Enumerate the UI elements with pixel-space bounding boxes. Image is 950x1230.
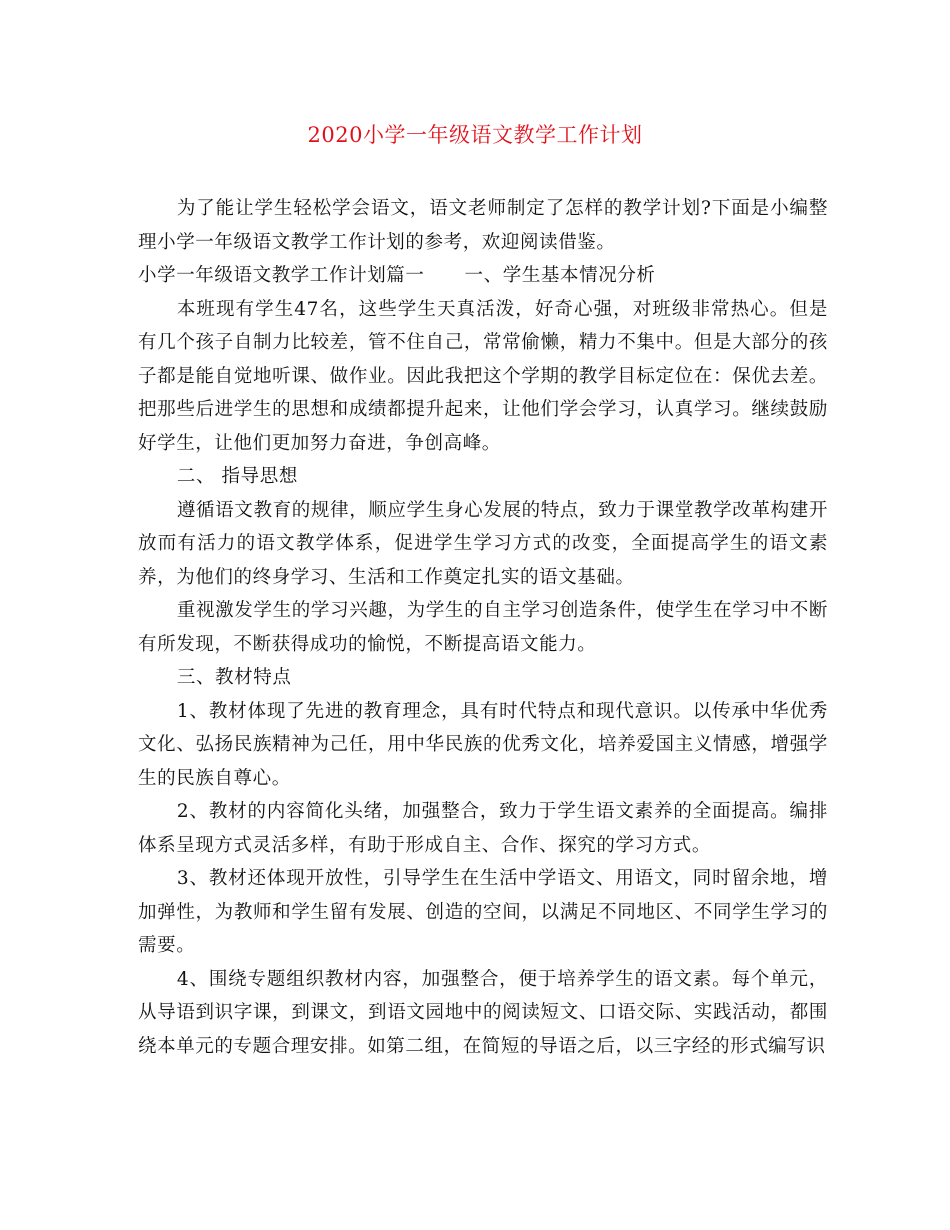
section1-heading: 一、学生基本情况分析 bbox=[464, 265, 656, 286]
document-body bbox=[138, 192, 828, 1063]
section2-paragraph-2: 重视激发学生的学习兴趣，为学生的自主学习创造条件，使学生在学习中不断有所发现，不断获得成功的愉悦，不断提高语文能力。 bbox=[138, 600, 828, 655]
section2-heading: 二、 指导思想 bbox=[176, 466, 298, 487]
section3-item-1: 1、教材体现了先进的教育理念，具有时代特点和现代意识。以传承中华优秀文化、弘扬民族精神为己任，用中华民族的优秀文化，培养爱国主义情感，增强学生的民族自尊心。 bbox=[138, 700, 828, 789]
section3-item-4: 4、围绕专题组织教材内容，加强整合，便于培养学生的语文素。每个单元，从导语到识字课，到课文，到语文园地中的阅读短文、口语交际、实践活动，都围绕本单元的专题合理安排。如第二组，在简短的导语之后，以三字经的形式编写识 bbox=[138, 968, 828, 1057]
document-title: 2020小学一年级语文教学工作计划 bbox=[307, 123, 643, 147]
section3-heading: 三、教材特点 bbox=[176, 667, 292, 688]
section3-item-2: 2、教材的内容简化头绪，加强整合，致力于学生语文素养的全面提高。编排体系呈现方式灵活多样，有助于形成自主、合作、探究的学习方式。 bbox=[138, 801, 828, 856]
plan-heading: 小学一年级语文教学工作计划篇一 bbox=[138, 265, 425, 286]
section3-item-3: 3、教材还体现开放性，引导学生在生活中学语文、用语文，同时留余地，增加弹性，为教师和学生留有发展、创造的空间，以满足不同地区、不同学生学习的需要。 bbox=[138, 868, 828, 956]
section1-paragraph: 本班现有学生47名，这些学生天真活泼，好奇心强，对班级非常热心。但是有几个孩子自制力比较差，管不住自己，常常偷懒，精力不集中。但是大部分的孩子都是能自觉地听课、做作业。因此我把这个学期的教学目标定位在：保优去差。把那些后进学生的思想和成绩都提升起来，让他们学会学习，认真学习。继续鼓励好学生，让他们更加努力奋进，争创高峰。 bbox=[138, 298, 828, 454]
intro-paragraph: 为了能让学生轻松学会语文，语文老师制定了怎样的教学计划?下面是小编整理小学一年级语文教学工作计划的参考，欢迎阅读借鉴。 bbox=[138, 198, 828, 253]
section2-paragraph-1: 遵循语文教育的规律，顺应学生身心发展的特点，致力于课堂教学改革构建开放而有活力的语文教学体系，促进学生学习方式的改变，全面提高学生的语文素养，为他们的终身学习、生活和工作奠定扎实的语文基础。 bbox=[138, 499, 828, 588]
plan-heading-line bbox=[138, 259, 828, 293]
